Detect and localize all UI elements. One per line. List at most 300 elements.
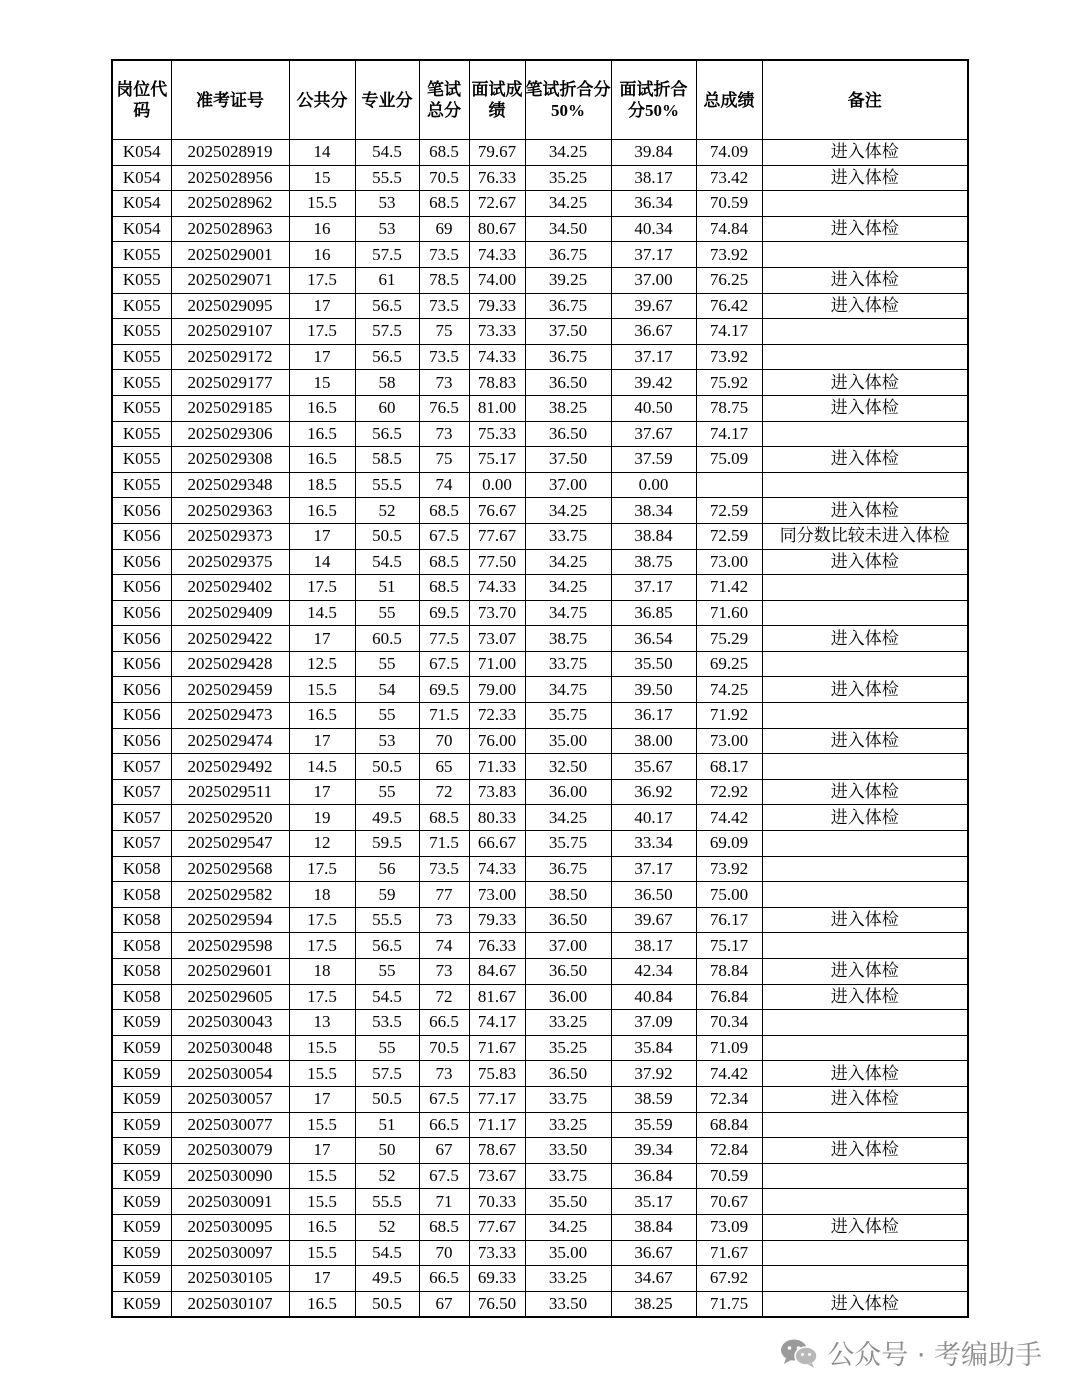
cell-interview-score: 79.00 [469, 677, 525, 703]
cell-public-score: 14.5 [289, 600, 355, 626]
cell-position-code: K058 [112, 959, 171, 985]
cell-public-score: 15.5 [289, 191, 355, 217]
cell-interview-50: 39.67 [611, 907, 696, 933]
cell-interview-50: 37.17 [611, 242, 696, 268]
cell-total-score: 71.09 [696, 1035, 762, 1061]
cell-major-score: 56.5 [355, 344, 419, 370]
cell-remark [762, 1189, 968, 1215]
cell-public-score: 17 [289, 728, 355, 754]
cell-written-50: 38.50 [525, 882, 611, 908]
cell-public-score: 17.5 [289, 856, 355, 882]
cell-public-score: 17 [289, 523, 355, 549]
cell-written-50: 34.25 [525, 191, 611, 217]
cell-exam-number: 2025028962 [171, 191, 289, 217]
cell-interview-score: 78.67 [469, 1138, 525, 1164]
cell-exam-number: 2025030054 [171, 1061, 289, 1087]
header-remark: 备注 [762, 60, 968, 140]
cell-major-score: 55 [355, 600, 419, 626]
cell-major-score: 52 [355, 498, 419, 524]
cell-public-score: 14 [289, 549, 355, 575]
cell-total-score: 74.25 [696, 677, 762, 703]
cell-interview-50: 35.50 [611, 651, 696, 677]
cell-interview-score: 80.67 [469, 216, 525, 242]
cell-written-total: 73.5 [419, 293, 469, 319]
cell-major-score: 51 [355, 1112, 419, 1138]
header-exam-number: 准考证号 [171, 60, 289, 140]
cell-interview-50: 33.34 [611, 831, 696, 857]
cell-remark: 进入体检 [762, 216, 968, 242]
cell-public-score: 17 [289, 626, 355, 652]
cell-interview-50: 38.34 [611, 498, 696, 524]
cell-position-code: K054 [112, 216, 171, 242]
cell-written-total: 72 [419, 984, 469, 1010]
cell-exam-number: 2025029492 [171, 754, 289, 780]
cell-written-50: 33.75 [525, 1086, 611, 1112]
cell-public-score: 17 [289, 344, 355, 370]
cell-position-code: K056 [112, 728, 171, 754]
table-row [112, 1086, 968, 1112]
cell-position-code: K059 [112, 1061, 171, 1087]
cell-exam-number: 2025030107 [171, 1291, 289, 1317]
cell-major-score: 51 [355, 575, 419, 601]
cell-total-score: 71.67 [696, 1240, 762, 1266]
cell-interview-score: 71.33 [469, 754, 525, 780]
cell-written-total: 70.5 [419, 1035, 469, 1061]
cell-interview-50: 42.34 [611, 959, 696, 985]
cell-remark: 进入体检 [762, 267, 968, 293]
cell-major-score: 52 [355, 1214, 419, 1240]
cell-written-total: 69.5 [419, 600, 469, 626]
cell-remark: 进入体检 [762, 1214, 968, 1240]
cell-position-code: K057 [112, 805, 171, 831]
cell-interview-score: 81.67 [469, 984, 525, 1010]
cell-total-score: 74.17 [696, 421, 762, 447]
cell-exam-number: 2025028963 [171, 216, 289, 242]
cell-interview-score: 74.17 [469, 1010, 525, 1036]
cell-remark [762, 344, 968, 370]
cell-interview-50: 38.75 [611, 549, 696, 575]
cell-public-score: 14 [289, 140, 355, 166]
cell-interview-50: 38.17 [611, 933, 696, 959]
cell-position-code: K054 [112, 165, 171, 191]
cell-total-score: 69.25 [696, 651, 762, 677]
cell-total-score: 74.17 [696, 319, 762, 345]
cell-written-total: 68.5 [419, 805, 469, 831]
cell-total-score [696, 472, 762, 498]
header-total-score: 总成绩 [696, 60, 762, 140]
cell-total-score: 76.25 [696, 267, 762, 293]
cell-remark [762, 1163, 968, 1189]
cell-total-score: 71.75 [696, 1291, 762, 1317]
cell-exam-number: 2025029363 [171, 498, 289, 524]
cell-remark [762, 575, 968, 601]
table-row [112, 626, 968, 652]
header-public-score: 公共分 [289, 60, 355, 140]
cell-interview-score: 73.33 [469, 1240, 525, 1266]
cell-interview-score: 71.17 [469, 1112, 525, 1138]
cell-major-score: 52 [355, 1163, 419, 1189]
cell-interview-50: 37.09 [611, 1010, 696, 1036]
cell-written-total: 70 [419, 728, 469, 754]
cell-total-score: 74.09 [696, 140, 762, 166]
cell-written-total: 69 [419, 216, 469, 242]
cell-exam-number: 2025029459 [171, 677, 289, 703]
cell-interview-50: 0.00 [611, 472, 696, 498]
cell-position-code: K055 [112, 421, 171, 447]
cell-total-score: 78.84 [696, 959, 762, 985]
table-row [112, 984, 968, 1010]
cell-major-score: 53 [355, 191, 419, 217]
cell-written-50: 33.50 [525, 1291, 611, 1317]
cell-exam-number: 2025030077 [171, 1112, 289, 1138]
header-interview-score: 面试成绩 [469, 60, 525, 140]
cell-remark: 进入体检 [762, 370, 968, 396]
header-row [112, 60, 968, 140]
cell-major-score: 55 [355, 703, 419, 729]
cell-public-score: 14.5 [289, 754, 355, 780]
cell-position-code: K057 [112, 779, 171, 805]
cell-interview-50: 37.17 [611, 856, 696, 882]
cell-major-score: 55 [355, 959, 419, 985]
cell-remark: 进入体检 [762, 293, 968, 319]
cell-position-code: K054 [112, 191, 171, 217]
scores-table [111, 59, 969, 1318]
cell-remark [762, 319, 968, 345]
cell-interview-score: 71.00 [469, 651, 525, 677]
cell-major-score: 50 [355, 1138, 419, 1164]
cell-position-code: K055 [112, 293, 171, 319]
cell-exam-number: 2025029071 [171, 267, 289, 293]
cell-written-total: 68.5 [419, 191, 469, 217]
cell-interview-score: 79.33 [469, 293, 525, 319]
cell-interview-score: 76.50 [469, 1291, 525, 1317]
cell-total-score: 75.00 [696, 882, 762, 908]
table-row [112, 882, 968, 908]
cell-exam-number: 2025029095 [171, 293, 289, 319]
cell-exam-number: 2025029107 [171, 319, 289, 345]
cell-total-score: 72.34 [696, 1086, 762, 1112]
table-row [112, 1189, 968, 1215]
cell-position-code: K056 [112, 575, 171, 601]
cell-written-50: 34.25 [525, 1214, 611, 1240]
table-row [112, 421, 968, 447]
cell-exam-number: 2025030091 [171, 1189, 289, 1215]
cell-interview-50: 36.50 [611, 882, 696, 908]
cell-position-code: K055 [112, 267, 171, 293]
table-row [112, 1266, 968, 1292]
cell-major-score: 58 [355, 370, 419, 396]
cell-total-score: 75.09 [696, 447, 762, 473]
cell-interview-score: 73.00 [469, 882, 525, 908]
cell-position-code: K059 [112, 1086, 171, 1112]
cell-written-50: 36.50 [525, 1061, 611, 1087]
cell-exam-number: 2025029601 [171, 959, 289, 985]
cell-written-total: 70.5 [419, 165, 469, 191]
cell-written-total: 67.5 [419, 1086, 469, 1112]
cell-public-score: 13 [289, 1010, 355, 1036]
cell-public-score: 17 [289, 1138, 355, 1164]
cell-position-code: K055 [112, 472, 171, 498]
cell-written-50: 37.50 [525, 447, 611, 473]
cell-major-score: 53 [355, 216, 419, 242]
cell-interview-50: 36.92 [611, 779, 696, 805]
table-row [112, 1214, 968, 1240]
cell-major-score: 53 [355, 728, 419, 754]
cell-total-score: 72.59 [696, 498, 762, 524]
cell-remark [762, 421, 968, 447]
cell-major-score: 50.5 [355, 754, 419, 780]
cell-written-50: 32.50 [525, 754, 611, 780]
cell-total-score: 73.42 [696, 165, 762, 191]
cell-written-50: 36.50 [525, 370, 611, 396]
cell-exam-number: 2025029177 [171, 370, 289, 396]
table-row [112, 370, 968, 396]
cell-public-score: 15.5 [289, 1189, 355, 1215]
cell-remark: 进入体检 [762, 1138, 968, 1164]
cell-interview-50: 39.34 [611, 1138, 696, 1164]
table-row [112, 395, 968, 421]
cell-interview-50: 36.34 [611, 191, 696, 217]
cell-written-50: 35.00 [525, 728, 611, 754]
table-row [112, 549, 968, 575]
cell-major-score: 57.5 [355, 319, 419, 345]
cell-public-score: 15.5 [289, 677, 355, 703]
table-row [112, 1291, 968, 1317]
cell-written-total: 73 [419, 421, 469, 447]
cell-interview-score: 76.33 [469, 933, 525, 959]
cell-written-50: 33.75 [525, 651, 611, 677]
cell-written-50: 34.25 [525, 498, 611, 524]
cell-position-code: K056 [112, 651, 171, 677]
cell-public-score: 15 [289, 165, 355, 191]
cell-remark: 进入体检 [762, 1061, 968, 1087]
cell-position-code: K059 [112, 1138, 171, 1164]
cell-remark [762, 191, 968, 217]
cell-position-code: K056 [112, 677, 171, 703]
cell-written-total: 75 [419, 447, 469, 473]
cell-remark [762, 600, 968, 626]
cell-written-50: 33.75 [525, 523, 611, 549]
cell-written-50: 34.50 [525, 216, 611, 242]
cell-remark [762, 1240, 968, 1266]
cell-exam-number: 2025028956 [171, 165, 289, 191]
cell-position-code: K056 [112, 600, 171, 626]
cell-major-score: 49.5 [355, 1266, 419, 1292]
cell-interview-score: 0.00 [469, 472, 525, 498]
cell-exam-number: 2025029409 [171, 600, 289, 626]
cell-written-total: 71.5 [419, 703, 469, 729]
cell-remark [762, 651, 968, 677]
cell-exam-number: 2025030048 [171, 1035, 289, 1061]
cell-position-code: K058 [112, 907, 171, 933]
cell-total-score: 73.92 [696, 344, 762, 370]
cell-remark [762, 754, 968, 780]
cell-position-code: K056 [112, 523, 171, 549]
table-row [112, 677, 968, 703]
cell-public-score: 12 [289, 831, 355, 857]
cell-exam-number: 2025029422 [171, 626, 289, 652]
cell-public-score: 17.5 [289, 984, 355, 1010]
cell-position-code: K057 [112, 831, 171, 857]
cell-remark [762, 1112, 968, 1138]
cell-position-code: K058 [112, 856, 171, 882]
cell-written-total: 68.5 [419, 1214, 469, 1240]
cell-interview-score: 75.33 [469, 421, 525, 447]
header-written-50: 笔试折合分50% [525, 60, 611, 140]
cell-total-score: 70.34 [696, 1010, 762, 1036]
cell-written-50: 36.50 [525, 959, 611, 985]
cell-written-total: 78.5 [419, 267, 469, 293]
cell-public-score: 15 [289, 370, 355, 396]
cell-written-50: 37.50 [525, 319, 611, 345]
cell-interview-score: 77.67 [469, 1214, 525, 1240]
cell-written-total: 72 [419, 779, 469, 805]
cell-exam-number: 2025029605 [171, 984, 289, 1010]
cell-major-score: 50.5 [355, 1291, 419, 1317]
cell-public-score: 16.5 [289, 447, 355, 473]
cell-public-score: 15.5 [289, 1240, 355, 1266]
table-row [112, 959, 968, 985]
cell-interview-score: 74.00 [469, 267, 525, 293]
cell-written-50: 35.75 [525, 831, 611, 857]
cell-interview-50: 39.50 [611, 677, 696, 703]
cell-exam-number: 2025030079 [171, 1138, 289, 1164]
header-written-total: 笔试总分 [419, 60, 469, 140]
cell-written-50: 37.00 [525, 933, 611, 959]
cell-remark [762, 1266, 968, 1292]
cell-interview-score: 75.17 [469, 447, 525, 473]
cell-total-score: 76.17 [696, 907, 762, 933]
cell-written-50: 38.25 [525, 395, 611, 421]
table-row [112, 216, 968, 242]
cell-public-score: 18 [289, 882, 355, 908]
cell-position-code: K059 [112, 1035, 171, 1061]
cell-major-score: 57.5 [355, 242, 419, 268]
cell-remark [762, 1035, 968, 1061]
cell-written-total: 67 [419, 1291, 469, 1317]
cell-exam-number: 2025030095 [171, 1214, 289, 1240]
cell-interview-50: 38.59 [611, 1086, 696, 1112]
table-row [112, 319, 968, 345]
cell-total-score: 74.42 [696, 1061, 762, 1087]
cell-written-50: 34.25 [525, 549, 611, 575]
cell-interview-score: 73.83 [469, 779, 525, 805]
cell-major-score: 56.5 [355, 293, 419, 319]
cell-remark [762, 831, 968, 857]
cell-total-score: 71.42 [696, 575, 762, 601]
cell-written-50: 36.50 [525, 421, 611, 447]
cell-written-total: 66.5 [419, 1266, 469, 1292]
cell-major-score: 57.5 [355, 1061, 419, 1087]
cell-total-score: 70.59 [696, 191, 762, 217]
table-row [112, 754, 968, 780]
cell-public-score: 17 [289, 1086, 355, 1112]
cell-exam-number: 2025029428 [171, 651, 289, 677]
cell-interview-score: 77.17 [469, 1086, 525, 1112]
cell-written-total: 76.5 [419, 395, 469, 421]
cell-total-score: 70.59 [696, 1163, 762, 1189]
cell-exam-number: 2025029185 [171, 395, 289, 421]
cell-position-code: K059 [112, 1112, 171, 1138]
cell-position-code: K058 [112, 933, 171, 959]
cell-remark: 进入体检 [762, 779, 968, 805]
cell-written-50: 39.25 [525, 267, 611, 293]
cell-major-score: 55.5 [355, 1189, 419, 1215]
cell-written-50: 36.00 [525, 984, 611, 1010]
cell-major-score: 55 [355, 779, 419, 805]
cell-position-code: K057 [112, 754, 171, 780]
cell-total-score: 74.84 [696, 216, 762, 242]
cell-remark [762, 472, 968, 498]
cell-interview-50: 39.67 [611, 293, 696, 319]
cell-exam-number: 2025029520 [171, 805, 289, 831]
cell-interview-score: 76.00 [469, 728, 525, 754]
cell-public-score: 15.5 [289, 1163, 355, 1189]
cell-interview-50: 38.17 [611, 165, 696, 191]
cell-position-code: K055 [112, 395, 171, 421]
cell-total-score: 72.59 [696, 523, 762, 549]
cell-exam-number: 2025029373 [171, 523, 289, 549]
cell-written-50: 36.00 [525, 779, 611, 805]
table-row [112, 344, 968, 370]
cell-written-50: 33.50 [525, 1138, 611, 1164]
table-row [112, 728, 968, 754]
watermark-text: 公众号 · 考编助手 [827, 1340, 1042, 1371]
cell-written-50: 35.25 [525, 1035, 611, 1061]
cell-exam-number: 2025029582 [171, 882, 289, 908]
cell-exam-number: 2025030090 [171, 1163, 289, 1189]
cell-major-score: 61 [355, 267, 419, 293]
cell-position-code: K059 [112, 1291, 171, 1317]
cell-exam-number: 2025029474 [171, 728, 289, 754]
cell-total-score: 74.42 [696, 805, 762, 831]
cell-written-50: 35.50 [525, 1189, 611, 1215]
cell-remark: 进入体检 [762, 1291, 968, 1317]
cell-exam-number: 2025029511 [171, 779, 289, 805]
cell-remark [762, 933, 968, 959]
cell-written-total: 74 [419, 933, 469, 959]
table-row [112, 600, 968, 626]
table-row [112, 831, 968, 857]
cell-interview-score: 66.67 [469, 831, 525, 857]
cell-written-50: 34.25 [525, 575, 611, 601]
cell-written-50: 34.75 [525, 600, 611, 626]
cell-interview-score: 81.00 [469, 395, 525, 421]
cell-interview-50: 38.25 [611, 1291, 696, 1317]
cell-position-code: K059 [112, 1163, 171, 1189]
cell-remark [762, 882, 968, 908]
table-row [112, 856, 968, 882]
table-row [112, 267, 968, 293]
cell-exam-number: 2025028919 [171, 140, 289, 166]
cell-exam-number: 2025030057 [171, 1086, 289, 1112]
cell-major-score: 54.5 [355, 1240, 419, 1266]
cell-exam-number: 2025029306 [171, 421, 289, 447]
cell-interview-50: 37.67 [611, 421, 696, 447]
cell-major-score: 54.5 [355, 549, 419, 575]
cell-remark: 同分数比较未进入体检 [762, 523, 968, 549]
cell-public-score: 16.5 [289, 703, 355, 729]
cell-position-code: K056 [112, 549, 171, 575]
cell-written-50: 33.25 [525, 1112, 611, 1138]
cell-interview-score: 76.67 [469, 498, 525, 524]
cell-public-score: 15.5 [289, 1061, 355, 1087]
table-row [112, 651, 968, 677]
cell-interview-score: 73.33 [469, 319, 525, 345]
cell-total-score: 75.92 [696, 370, 762, 396]
cell-interview-50: 35.67 [611, 754, 696, 780]
cell-public-score: 15.5 [289, 1035, 355, 1061]
